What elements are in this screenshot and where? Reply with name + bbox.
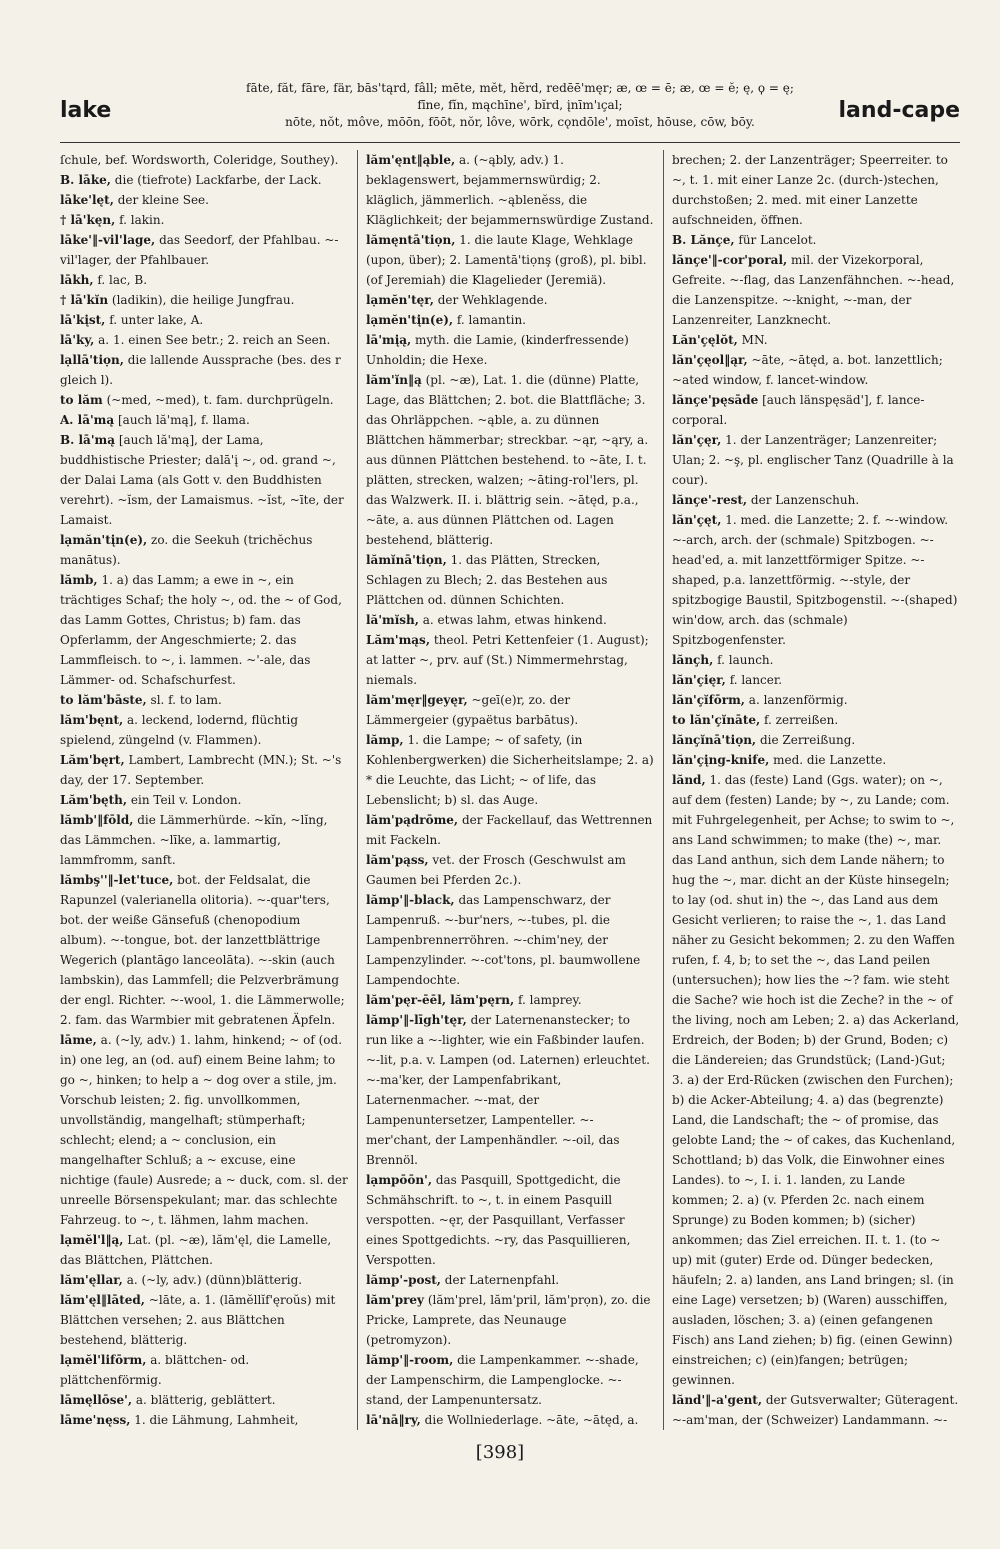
headword: lănçe'pęsāde <box>672 393 759 407</box>
dictionary-entry <box>672 650 960 670</box>
dictionary-entry <box>366 850 654 890</box>
headword: lākh, <box>60 273 94 287</box>
definition: sl. f. to lam. <box>150 693 222 707</box>
definition: 1. die Lampe; ~ of safety, (in Kohlenbergwerken) die Sicherheitslampe; 2. a) * die Leuchte, das Licht; ~ of life, das Lebenslicht; b) sl. das Auge. <box>366 733 654 807</box>
definition: ~āte, ~ātęd, a. bot. lanzettlich; ~ated window, f. lancet-window. <box>672 353 943 387</box>
dictionary-entry <box>60 790 348 810</box>
definition: ſchule, bef. Wordsworth, Coleridge, Southey). <box>60 153 339 167</box>
definition: a. leckend, lodernd, flüchtig spielend, züngelnd (v. Flammen). <box>60 713 299 747</box>
dictionary-entry <box>366 1270 654 1290</box>
definition: die (tiefrote) Lackfarbe, der Lack. <box>114 173 322 187</box>
definition: f. lancer. <box>729 673 783 687</box>
dictionary-entry <box>672 490 960 510</box>
definition: a. etwas lahm, etwas hinkend. <box>422 613 607 627</box>
headword: B. Lănçe, <box>672 233 735 247</box>
dictionary-entry <box>672 430 960 490</box>
column-3 <box>672 150 960 1430</box>
header-rule <box>60 142 960 143</box>
dictionary-entry <box>366 990 654 1010</box>
definition: 1. das Plätten, Strecken, Schlagen zu Blech; 2. das Bestehen aus Plättchen od. dünnen Schichten. <box>366 553 608 607</box>
page-number: [398] <box>475 1442 525 1463</box>
headword: Lăm'mąs, <box>366 633 430 647</box>
definition: MN. <box>741 333 768 347</box>
headword: Lăm'bęrt, <box>60 753 125 767</box>
headword: lăm'ęnt‖ąble, <box>366 153 456 167</box>
headword: lā'kįst, <box>60 313 106 327</box>
definition: für Lancelot. <box>738 233 817 247</box>
definition: das Pasquill, Spottgedicht, die Schmähschrift. to ~, t. in einem Pasquill verspotten. ~ęr, der Pasquillant, Verfasser eines Spottgedichts. ~ry, das Pasquillieren, Verspotten. <box>366 1173 631 1267</box>
headword: lạmăn'tįn(e), <box>60 533 148 547</box>
definition: f. lakin. <box>119 213 165 227</box>
dictionary-entry <box>366 310 654 330</box>
headword: lăm'bęnt, <box>60 713 124 727</box>
dictionary-entry <box>366 730 654 810</box>
definition: die Zerreißung. <box>759 733 856 747</box>
definition: ~lāte, a. 1. (lāmĕllĭf'ęroŭs) mit Blättchen versehen; 2. aus Blättchen bestehend, blätterig. <box>60 1293 336 1347</box>
definition: der Wehklagende. <box>437 293 548 307</box>
dictionary-entry <box>60 810 348 870</box>
dictionary-entry <box>60 1030 348 1230</box>
headword: lănçe'-rest, <box>672 493 748 507</box>
definition: mil. der Vizekorporal, Gefreite. ~-flag, das Lanzenfähnchen. ~-head, die Lanzenspitze. ~-knight, ~-man, der Lanzenreiter, Lanzknecht. <box>672 253 955 327</box>
headword: lāme, <box>60 1033 97 1047</box>
dictionary-entry <box>60 190 348 210</box>
headword: lămbş''‖-let'tuce, <box>60 873 174 887</box>
dictionary-entry <box>60 210 348 230</box>
headword: lămp, <box>366 733 404 747</box>
definition: a. lanzenförmig. <box>748 693 848 707</box>
headword: lăm'męr‖geyęr, <box>366 693 468 707</box>
dictionary-entry <box>60 1390 348 1410</box>
dictionary-columns <box>60 150 960 1430</box>
dictionary-entry <box>672 250 960 330</box>
headword: lạmĕn'tęr, <box>366 293 434 307</box>
column-divider <box>357 150 358 1430</box>
headword: lămp'‖-līgh'tęr, <box>366 1013 467 1027</box>
definition: a. blättchen- od. plättchenförmig. <box>60 1353 250 1387</box>
dictionary-entry <box>60 530 348 570</box>
definition: a. 1. einen See betr.; 2. reich an Seen. <box>98 333 331 347</box>
dictionary-entry <box>60 390 348 410</box>
headword: lạmĕl'l‖ą, <box>60 1233 124 1247</box>
definition: bot. der Feldsalat, die Rapunzel (valerianella olitoria). ~-quar'ters, bot. der weiße Gänsefuß (chenopodium album). ~-tongue, bot. der lanzettblättrige Wegerich (plantāgo lanceolāta). ~-skin (auch lambskin), das Lammfell; die Pelzverbrämung der engl. Richter. ~-wool, 1. die Lämmerwolle; 2. fam. das Warmbier mit gebratenen Äpfeln. <box>60 873 345 1027</box>
dictionary-entry <box>60 230 348 270</box>
pronunciation-line-3: nōte, nŏt, môve, mōōn, fōōt, nŏr, lôve, wōrk, cǫndōle', moīst, hōuse, cōw, bōy. <box>285 115 755 129</box>
headword: lămp'‖-room, <box>366 1353 454 1367</box>
definition: der Laternenpfahl. <box>444 1273 560 1287</box>
headword: Lăm'bęth, <box>60 793 128 807</box>
dictionary-entry <box>60 350 348 390</box>
definition: Lat. (pl. ~æ), lăm'ęl, die Lamelle, das Blättchen, Plättchen. <box>60 1233 332 1267</box>
dictionary-entry <box>366 690 654 730</box>
headword: lănçh, <box>672 653 714 667</box>
dictionary-entry <box>672 350 960 390</box>
dictionary-entry <box>60 710 348 750</box>
definition: a. (~ly, adv.) 1. lahm, hinkend; ~ of (od. in) one leg, an (od. auf) einem Beine lahm; to go ~, hinken; to help a ~ dog over a stile, jm. Vorschub leisten; 2. fig. unvollkommen, unvollständig, mangelhaft; stümperhaft; schlecht; elend; a ~ conclusion, ein mangelhafter Schluß; a ~ excuse, eine nichtige (faule) Ausrede; a ~ duck, com. sl. der unreelle Börsenspekulant; mar. das schlechte Fahrzeug. to ~, t. lähmen, lahm machen. <box>60 1033 348 1227</box>
headword: lạllā'tiọn, <box>60 353 124 367</box>
dictionary-entry <box>60 570 348 690</box>
dictionary-entry <box>672 770 960 1390</box>
headword: lạmĕn'tįn(e), <box>366 313 454 327</box>
dictionary-entry <box>672 750 960 770</box>
definition: die Wollniederlage. ~āte, ~ātęd, a. <box>424 1413 639 1427</box>
headword: lāme'nęss, <box>60 1413 131 1427</box>
definition: (~med, ~med), t. fam. durchprügeln. <box>106 393 334 407</box>
dictionary-entry <box>672 510 960 650</box>
dictionary-entry <box>672 710 960 730</box>
dictionary-entry <box>366 1350 654 1410</box>
definition: (pl. ~æ), Lat. 1. die (dünne) Platte, Lage, das Blättchen; 2. bot. die Blattfläche; 3. das Ohrläppchen. ~ąble, a. zu dünnen Blättchen hämmerbar; streckbar. ~ąr, ~ąry, a. aus dünnen Plättchen bestehend. to ~āte, I. t. plätten, strecken, walzen; ~āting-rol'lers, pl. das Walzwerk. II. i. blättrig sein. ~ātęd, p.a., ~āte, a. aus dünnen Plättchen od. Lagen bestehend, blätterig. <box>366 373 649 547</box>
pronunciation-key <box>220 80 820 131</box>
definition: der Fackellauf, das Wettrennen mit Fackeln. <box>366 813 653 847</box>
definition: der Lanzenschuh. <box>750 493 860 507</box>
headword: B. lā'mą <box>60 433 115 447</box>
dictionary-entry <box>60 1290 348 1350</box>
headword: lămp'-post, <box>366 1273 441 1287</box>
definition: f. lac, B. <box>97 273 148 287</box>
headword: to lăn'çĭnāte, <box>672 713 761 727</box>
headword: Lăn'çęlŏt, <box>672 333 738 347</box>
definition: myth. die Lamie, (kinderfressende) Unholdin; die Hexe. <box>366 333 629 367</box>
definition: die Lampenkammer. ~-shade, der Lampenschirm, die Lampenglocke. ~-stand, der Lampenuntersatz. <box>366 1353 639 1407</box>
definition: 1. die Lähmung, Lahmheit, <box>134 1413 299 1427</box>
definition: [auch lă'mą], f. llama. <box>117 413 250 427</box>
definition: (lăm'prel, lăm'pril, lăm'prọn), zo. die Pricke, Lamprete, das Neunauge (petromyzon). <box>366 1293 651 1347</box>
definition: med. die Lanzette. <box>773 753 887 767</box>
definition: das Seedorf, der Pfahlbau. ~-vil'lager, der Pfahlbauer. <box>60 233 339 267</box>
definition: f. zerreißen. <box>764 713 839 727</box>
headword: † lā'kĭn <box>60 293 109 307</box>
headword: lănçe'‖-cor'poral, <box>672 253 788 267</box>
headword: lăm'ęllar, <box>60 1273 123 1287</box>
headword: lămĭnā'tiọn, <box>366 553 447 567</box>
definition: der Laternenanstecker; to run like a ~-lighter, wie ein Faßbinder laufen. ~-lit, p.a. v. Lampen (od. Laternen) erleuchtet. ~-ma'ker, der Lampenfabrikant, Laternenmacher. ~-mat, der Lampenuntersetzer, Lampenteller. ~-mer'chant, der Lampenhändler. ~-oil, das Brennöl. <box>366 1013 650 1167</box>
definition: 1. das (feste) Land (Ggs. water); on ~, auf dem (festen) Lande; by ~, zu Lande; com. mit Fuhrgelegenheit, per Achse; to swim to ~, ans Land schwimmen; to make (the) ~, mar. das Land anthun, sich dem Lande nähern; to hug the ~, mar. dicht an der Küste hinsegeln; to lay (od. shut in) the ~, das Land aus dem Gesicht verlieren; to raise the ~, 1. das Land näher zu Gesicht bekommen; 2. zu den Waffen rufen, f. 4, b; to set the ~, das Land peilen (untersuchen); how lies the ~? fam. wie steht die Sache? wie hoch ist die Zeche? in the ~ of the living, noch am Leben; 2. a) das Ackerland, Erdreich, der Boden; b) der Grund, Boden; c) die Ländereien; das Grundstück; (Land-)Gut; 3. a) der Erd-Rücken (zwischen den Furchen); b) die Acker-Abteilung; 4. a) das (begrenzte) Land, die Landschaft; the ~ of promise, das gelobte Land; the ~ of cakes, das Kuchenland, Schottland; b) das Volk, die Einwohner eines Landes). to ~, I. i. 1. landen, zu Lande kommen; 2. a) (v. Pferden 2c. nach einem Sprunge) zu Boden kommen; b) (sicher) ankommen; das Ziel erreichen. II. t. 1. (to ~ up) mit (guter) Erde od. Dünger bedecken, häufeln; 2. a) landen, ans Land bringen; sl. (in eine Lage) versetzen; b) (Waren) ausschiffen, ausladen, löschen; 3. a) (einen gefangenen Fisch) ans Land ziehen; b) fig. (einen Gewinn) einstreichen; c) (ein)fangen; betrügen; gewinnen. <box>672 773 960 1387</box>
headword: lăn'çęol‖ąr, <box>672 353 748 367</box>
headword: lăn'çįng-knife, <box>672 753 770 767</box>
dictionary-entry <box>366 1410 654 1430</box>
definition: das Lampenschwarz, der Lampenruß. ~-bur'ners, ~-tubes, pl. die Lampenbrennerröhren. ~-chim'ney, der Lampenzylinder. ~-cot'tons, pl. baumwollene Lampendochte. <box>366 893 641 987</box>
definition: 1. a) das Lamm; a ewe in ~, ein trächtiges Schaf; the holy ~, od. the ~ of God, das Lamm Gottes, Christus; b) fam. das Opferlamm, der Angeschmierte; 2. das Lammfleisch. to ~, i. lammen. ~'-ale, das Lämmer- od. Schafschurfest. <box>60 573 342 687</box>
headword: lā'nā‖ry, <box>366 1413 421 1427</box>
definition: a. (~ly, adv.) (dünn)blätterig. <box>126 1273 303 1287</box>
dictionary-entry <box>366 630 654 690</box>
dictionary-entry <box>60 430 348 530</box>
dictionary-entry <box>60 330 348 350</box>
dictionary-entry <box>60 1230 348 1270</box>
running-header <box>60 80 960 140</box>
headword: lămb'‖fōld, <box>60 813 134 827</box>
headword: lănçĭnā'tiọn, <box>672 733 757 747</box>
dictionary-entry <box>672 150 960 230</box>
headword: lăn'çĭfōrm, <box>672 693 745 707</box>
definition: der Gutsverwalter; Güteragent. ~-am'man, der (Schweizer) Landammann. ~- <box>672 1393 959 1427</box>
dictionary-entry <box>60 690 348 710</box>
dictionary-entry <box>366 290 654 310</box>
dictionary-entry <box>60 310 348 330</box>
headword: lănd, <box>672 773 706 787</box>
dictionary-entry <box>60 870 348 1030</box>
definition: die lallende Aussprache (bes. des r gleich l). <box>60 353 341 387</box>
pronunciation-line-1: fāte, făt, fāre, fär, bās'tąrd, fâll; mēte, mĕt, hẽrd, redēē'męr; æ, œ = ē; æ, œ = ĕ; ę, ϙ = ę; <box>246 81 794 95</box>
definition: ein Teil v. London. <box>130 793 242 807</box>
column-1 <box>60 150 348 1430</box>
definition: 1. der Lanzenträger; Lanzenreiter; Ulan; 2. ~ş, pl. englischer Tanz (Quadrille à la cour). <box>672 433 954 487</box>
headword: lāke'‖-vil'lage, <box>60 233 156 247</box>
dictionary-entry <box>366 230 654 290</box>
dictionary-entry <box>672 390 960 430</box>
definition: die Lämmerhürde. ~kĭn, ~lĭng, das Lämmchen. ~līke, a. lammartig, lammfromm, sanft. <box>60 813 328 867</box>
guide-word-right: land-cape <box>838 98 960 123</box>
dictionary-entry <box>60 1270 348 1290</box>
definition: f. lamantin. <box>456 313 526 327</box>
headword: lāke'lęt, <box>60 193 114 207</box>
headword: to lăm'bāste, <box>60 693 147 707</box>
dictionary-entry <box>60 290 348 310</box>
dictionary-entry <box>60 1350 348 1390</box>
dictionary-entry <box>672 330 960 350</box>
definition: f. lamprey. <box>518 993 582 1007</box>
dictionary-entry <box>60 170 348 190</box>
dictionary-entry <box>60 410 348 430</box>
headword: A. lā'mą <box>60 413 115 427</box>
headword: lăm'pąss, <box>366 853 429 867</box>
definition: [auch lă'mą], der Lama, buddhistische Priester; dalā'į ~, od. grand ~, der Dalai Lama (als Gott v. den Buddhisten verehrt). ~ĭsm, der Lamaismus. ~ĭst, ~īte, der Lamaist. <box>60 433 344 527</box>
headword: lăm'ĭn‖ą <box>366 373 422 387</box>
definition: der kleine See. <box>117 193 209 207</box>
headword: lăm'pęr-ēēl, lăm'pęrn, <box>366 993 515 1007</box>
headword: lā'mįą, <box>366 333 412 347</box>
headword: B. lāke, <box>60 173 111 187</box>
dictionary-entry <box>366 150 654 230</box>
dictionary-entry <box>672 690 960 710</box>
definition: f. unter lake, A. <box>109 313 204 327</box>
dictionary-entry <box>366 330 654 370</box>
definition: a. (~ąbly, adv.) 1. beklagenswert, bejammernswürdig; 2. kläglich, jämmerlich. ~ąblenĕss, die Kläglichkeit; der bejammernswürdige Zustand. <box>366 153 654 227</box>
definition: 1. med. die Lanzette; 2. f. ~-window. ~-arch, arch. der (schmale) Spitzbogen. ~-head'ed, a. mit lanzettförmiger Spitze. ~-shaped, p.a. lanzettförmig. ~-style, der spitzbogige Baustil, Spitzbogenstil. ~-(shaped) win'dow, arch. das (schmale) Spitzbogenfenster. <box>672 513 958 647</box>
headword: lămęntā'tiọn, <box>366 233 456 247</box>
headword: lāmęllōse', <box>60 1393 133 1407</box>
headword: to lăm <box>60 393 103 407</box>
definition: Lambert, Lambrecht (MN.); St. ~'s day, der 17. September. <box>60 753 342 787</box>
headword: lạmĕl'lifōrm, <box>60 1353 147 1367</box>
column-2 <box>366 150 654 1430</box>
headword: lăn'çęt, <box>672 513 722 527</box>
dictionary-entry <box>366 610 654 630</box>
headword: lăm'prey <box>366 1293 425 1307</box>
definition: (ladikin), die heilige Jungfrau. <box>111 293 295 307</box>
dictionary-entry <box>366 890 654 990</box>
headword: lăn'çięr, <box>672 673 726 687</box>
dictionary-entry <box>366 1290 654 1350</box>
headword: lăm'ęl‖lāted, <box>60 1293 145 1307</box>
dictionary-entry <box>366 550 654 610</box>
dictionary-entry <box>60 150 348 170</box>
dictionary-entry <box>366 1010 654 1170</box>
headword: lămb, <box>60 573 98 587</box>
dictionary-entry <box>366 370 654 550</box>
pronunciation-line-2: fīne, fĭn, mąchīne', bĭrd, įnīm'ıçal; <box>417 98 623 112</box>
guide-word-left: lake <box>60 98 112 123</box>
definition: zo. die Seekuh (trichĕchus manātus). <box>60 533 313 567</box>
column-divider <box>663 150 664 1430</box>
headword: † lā'kęn, <box>60 213 116 227</box>
dictionary-entry <box>672 230 960 250</box>
headword: lā'ky, <box>60 333 95 347</box>
definition: 1. die laute Klage, Wehklage (upon, über); 2. Lamentā'tiọnş (groß), pl. bibl. (of Jeremiah) die Klagelieder (Jeremiä). <box>366 233 647 287</box>
headword: lạmpōōn', <box>366 1173 433 1187</box>
dictionary-entry <box>672 1390 960 1430</box>
dictionary-entry <box>60 1410 348 1430</box>
dictionary-entry <box>672 730 960 750</box>
headword: lăn'çęr, <box>672 433 722 447</box>
definition: vet. der Frosch (Geschwulst am Gaumen bei Pferden 2c.). <box>366 853 626 887</box>
headword: lănd'‖-a'gent, <box>672 1393 763 1407</box>
dictionary-entry <box>672 670 960 690</box>
dictionary-entry <box>366 1170 654 1270</box>
headword: lămp'‖-black, <box>366 893 455 907</box>
definition: ~geī(e)r, zo. der Lämmergeier (gypaëtus barbātus). <box>366 693 579 727</box>
definition: brechen; 2. der Lanzenträger; Speerreiter. to ~, t. 1. mit einer Lanze 2c. (durch-)stechen, durchstoßen; 2. med. mit einer Lanzette aufschneiden, öffnen. <box>672 153 948 227</box>
dictionary-entry <box>366 810 654 850</box>
definition: theol. Petri Kettenfeier (1. August); at latter ~, prv. auf (St.) Nimmermehrstag, niemals. <box>366 633 649 687</box>
definition: a. blätterig, geblättert. <box>135 1393 276 1407</box>
definition: f. launch. <box>717 653 774 667</box>
dictionary-entry <box>60 750 348 790</box>
definition: [auch länspęsäd'], f. lance-corporal. <box>672 393 925 427</box>
dictionary-entry <box>60 270 348 290</box>
headword: lă'mĭsh, <box>366 613 419 627</box>
headword: lăm'pądrōme, <box>366 813 459 827</box>
